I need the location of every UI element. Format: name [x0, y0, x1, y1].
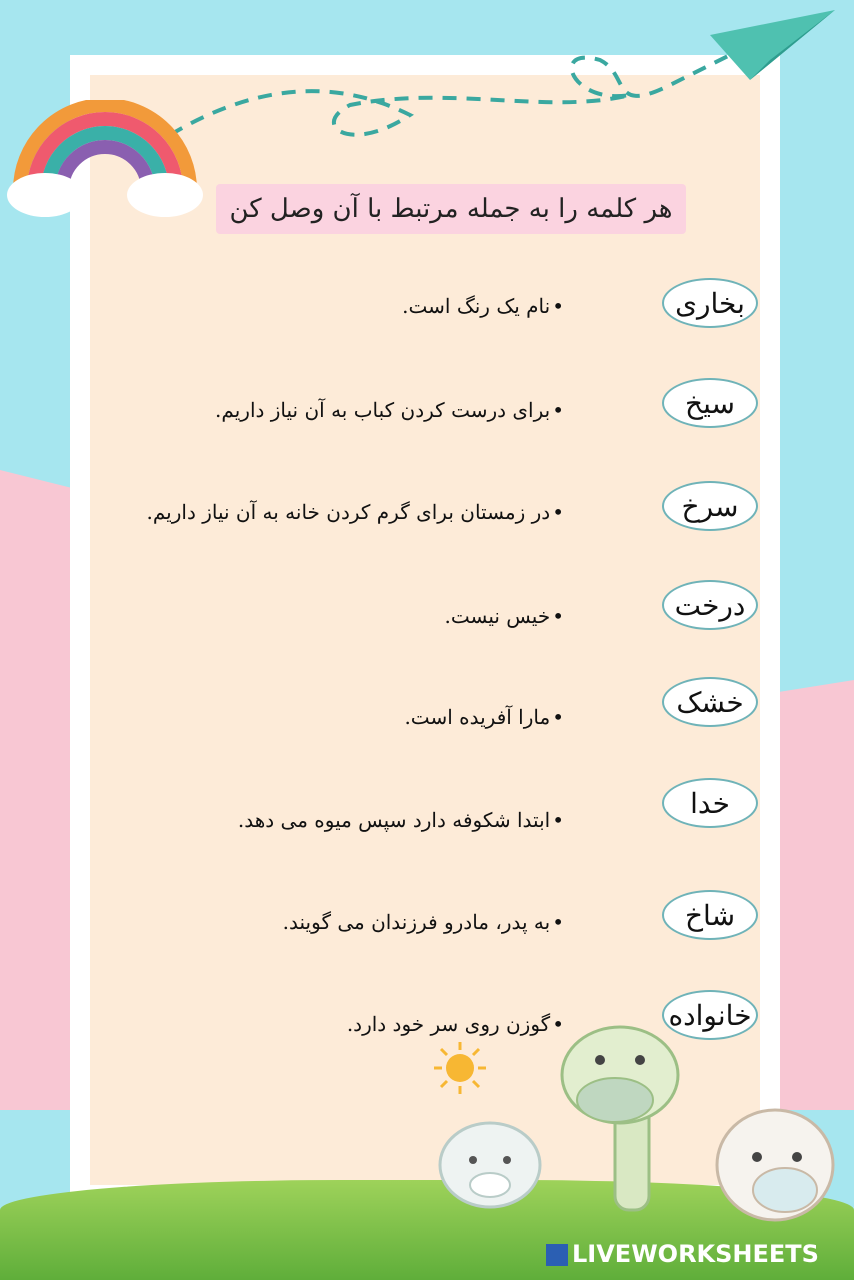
sentence-text: ابتدا شکوفه دارد سپس میوه می دهد.	[237, 808, 551, 832]
sentence-text: مارا آفریده است.	[404, 705, 551, 729]
word-bubble[interactable]: شاخ	[662, 890, 758, 940]
bullet-dot: •	[552, 910, 564, 934]
rainbow-icon	[5, 100, 205, 220]
sentence-item[interactable]	[215, 398, 564, 422]
bullet-dot: •	[552, 398, 564, 422]
sentence-item[interactable]	[347, 1012, 564, 1036]
sentence-item[interactable]	[147, 500, 565, 524]
sentence-text: برای درست کردن کباب به آن نیاز داریم.	[215, 398, 551, 422]
sentence-text: به پدر، مادرو فرزندان می گویند.	[282, 910, 551, 934]
sentence-item[interactable]	[283, 910, 564, 934]
sentence-item[interactable]	[445, 604, 565, 628]
logo-mark-icon	[546, 1244, 568, 1266]
bullet-dot: •	[552, 294, 564, 318]
sentence-text: گوزن روی سر خود دارد.	[346, 1012, 551, 1036]
word-bubble[interactable]: درخت	[662, 580, 758, 630]
logo-text: LIVEWORKSHEETS	[572, 1240, 819, 1268]
bullet-dot: •	[552, 705, 564, 729]
sentence-text: نام یک رنگ است.	[402, 294, 551, 318]
page-title: هر کلمه را به جمله مرتبط با آن وصل کن	[216, 184, 686, 234]
bullet-dot: •	[552, 604, 564, 628]
sentence-item[interactable]	[402, 294, 564, 318]
sentence-text: در زمستان برای گرم کردن خانه به آن نیاز داریم.	[146, 500, 551, 524]
liveworksheets-logo	[546, 1240, 819, 1268]
sentence-text: خیس نیست.	[444, 604, 551, 628]
zebra-icon	[705, 1095, 845, 1235]
giraffe-icon	[555, 990, 705, 1230]
sentence-item[interactable]	[238, 808, 564, 832]
word-bubble[interactable]: خانواده	[662, 990, 758, 1040]
bullet-dot: •	[552, 500, 564, 524]
word-bubble[interactable]: خشک	[662, 677, 758, 727]
sun-icon	[432, 1040, 488, 1096]
word-bubble[interactable]: سیخ	[662, 378, 758, 428]
word-bubble[interactable]: سرخ	[662, 481, 758, 531]
paper-plane-icon	[150, 5, 850, 165]
sentence-item[interactable]	[404, 705, 564, 729]
word-bubble[interactable]: بخاری	[662, 278, 758, 328]
bullet-dot: •	[552, 1012, 564, 1036]
word-bubble[interactable]: خدا	[662, 778, 758, 828]
bullet-dot: •	[552, 808, 564, 832]
tiger-cub-icon	[425, 1105, 555, 1225]
